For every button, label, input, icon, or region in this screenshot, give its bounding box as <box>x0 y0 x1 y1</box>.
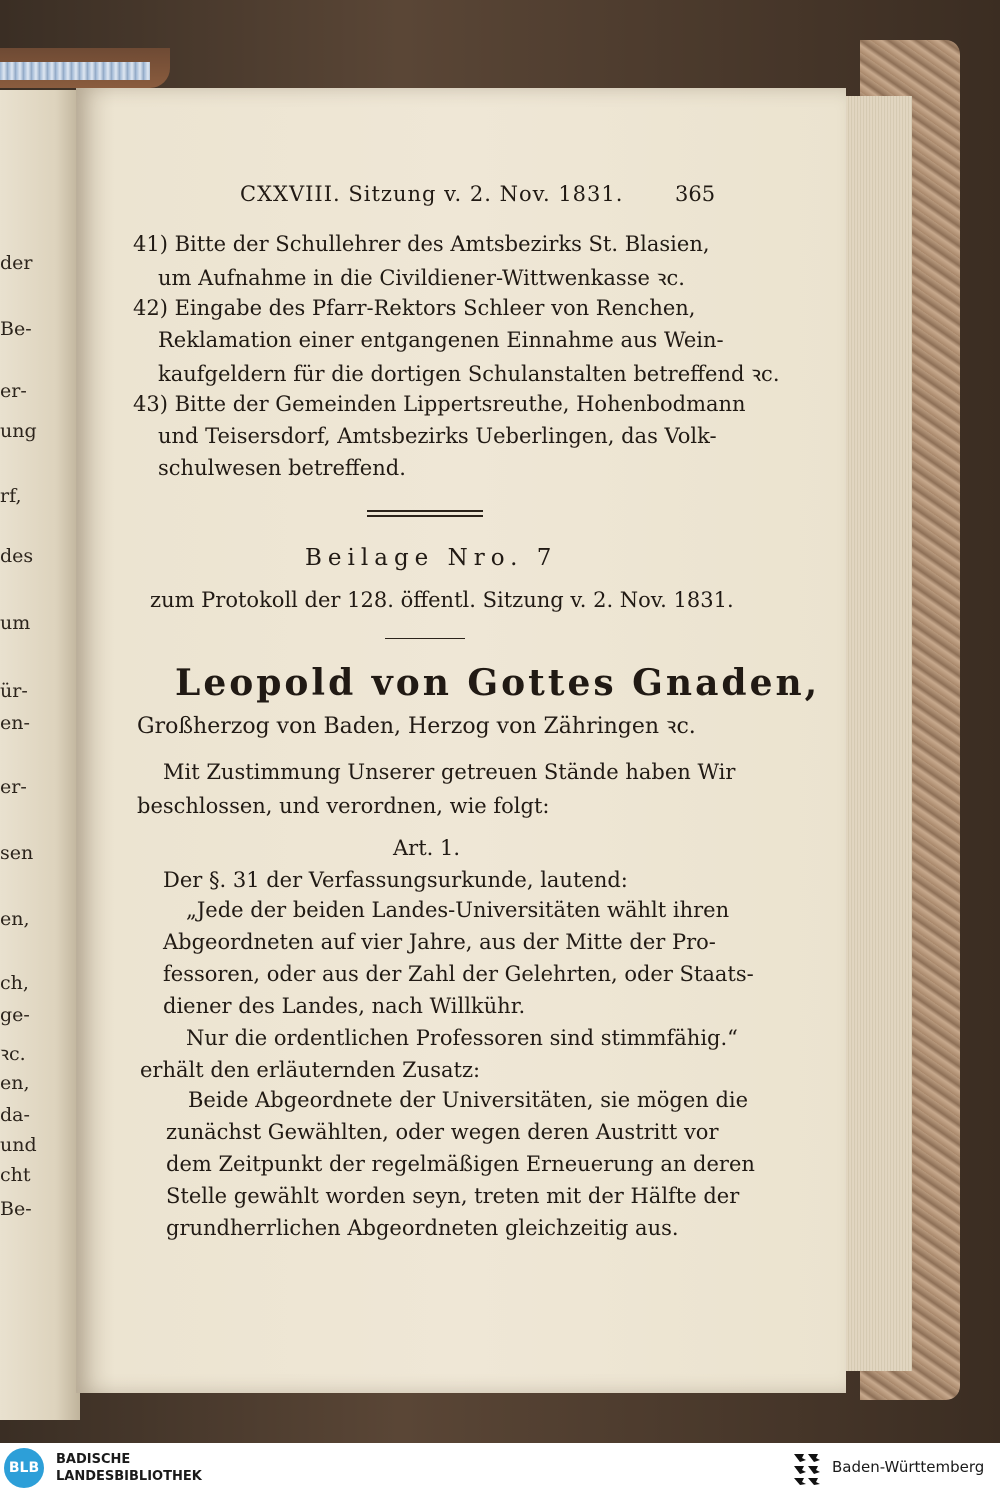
blb-name[interactable] <box>56 1451 202 1485</box>
petition-line: Reklamation einer entgangenen Einnahme aus Wein- <box>158 328 724 352</box>
quote-line: fessoren, oder aus der Zahl der Gelehrten, oder Staats- <box>163 962 754 986</box>
lions-icon <box>790 1450 822 1486</box>
left-page-fragment: der <box>0 252 33 274</box>
addendum-line: Beide Abgeordnete der Universitäten, sie mögen die <box>188 1088 749 1112</box>
addendum-line: dem Zeitpunkt der regelmäßigen Erneuerung an deren <box>166 1152 755 1176</box>
left-page-fragment: en, <box>0 1072 30 1094</box>
quote-line: „Jede der beiden Landes-Universitäten wählt ihren <box>186 898 730 922</box>
blb-line-2: LANDESBIBLIOTHEK <box>56 1469 202 1484</box>
bookmark-ribbon <box>0 62 150 80</box>
petition-line: kaufgeldern für die dortigen Schulanstalten betreffend ꝛc. <box>158 362 780 386</box>
petition-line: 42) Eingabe des Pfarr-Rektors Schleer von Renchen, <box>133 296 696 320</box>
left-page-fragment: Be- <box>0 318 32 340</box>
left-page-fragment: und <box>0 1134 37 1156</box>
article-heading: Art. 1. <box>393 836 461 860</box>
beilage-title: Beilage Nro. 7 <box>305 545 558 571</box>
left-page-fragment: des <box>0 545 34 567</box>
left-page-fragment: ür- <box>0 680 28 702</box>
left-page-fragment: sen <box>0 842 34 864</box>
petition-line: und Teisersdorf, Amtsbezirks Ueberlingen, das Volk- <box>158 424 717 448</box>
blb-line-1: BADISCHE <box>56 1452 131 1467</box>
bw-label[interactable]: Baden-Württemberg <box>832 1458 985 1476</box>
left-page-fragment: Be- <box>0 1198 32 1220</box>
article-intro: Der §. 31 der Verfassungsurkunde, lautend: <box>163 868 628 892</box>
addendum-line: grundherrlichen Abgeordneten gleichzeitig aus. <box>166 1216 679 1240</box>
quote-line: Abgeordneten auf vier Jahre, aus der Mitte der Pro- <box>163 930 716 954</box>
page-number: 365 <box>675 182 716 206</box>
addendum-intro: erhält den erläuternden Zusatz: <box>140 1058 481 1082</box>
double-rule-top <box>367 510 483 512</box>
left-page <box>0 90 80 1420</box>
left-page-fragment: ch, <box>0 972 29 994</box>
addendum-line: zunächst Gewählten, oder wegen deren Austritt vor <box>166 1120 719 1144</box>
left-page-fragment: ung <box>0 420 37 442</box>
left-page-fragment: cht <box>0 1164 31 1186</box>
blb-logo[interactable]: BLB <box>4 1448 44 1488</box>
footer-bar <box>0 1443 1000 1493</box>
double-rule-bottom <box>367 515 483 517</box>
left-page-fragment: um <box>0 612 31 634</box>
petition-line: schulwesen betreffend. <box>158 456 406 480</box>
left-page-fragment: er- <box>0 776 27 798</box>
separator-rule <box>385 638 465 639</box>
decree-sovereign: Leopold von Gottes Gnaden, <box>175 662 821 704</box>
decree-preamble-line: Mit Zustimmung Unserer getreuen Stände haben Wir <box>163 760 736 784</box>
quote-end: Nur die ordentlichen Professoren sind stimmfähig.“ <box>186 1026 738 1050</box>
left-page-fragment: en- <box>0 712 30 734</box>
petition-line: 41) Bitte der Schullehrer des Amtsbezirks St. Blasien, <box>133 232 710 256</box>
left-page-fragment: en, <box>0 908 30 930</box>
decree-preamble-line: beschlossen, und verordnen, wie folgt: <box>137 794 550 818</box>
left-page-fragment: er- <box>0 380 27 402</box>
left-page-fragment: da- <box>0 1104 30 1126</box>
left-page-fragment: rf, <box>0 485 22 507</box>
addendum-line: Stelle gewählt worden seyn, treten mit der Hälfte der <box>166 1184 740 1208</box>
left-page-fragment: ꝛc. <box>0 1043 26 1065</box>
petition-line: 43) Bitte der Gemeinden Lippertsreuthe, Hohenbodmann <box>133 392 746 416</box>
beilage-subtitle: zum Protokoll der 128. öffentl. Sitzung v. 2. Nov. 1831. <box>150 588 734 612</box>
left-page-fragment: ge- <box>0 1004 30 1026</box>
decree-titles: Großherzog von Baden, Herzog von Zähringen ꝛc. <box>137 714 696 739</box>
quote-line: diener des Landes, nach Willkühr. <box>163 994 526 1018</box>
running-title: CXXVIII. Sitzung v. 2. Nov. 1831. <box>240 182 624 206</box>
petition-line: um Aufnahme in die Civildiener-Wittwenkasse ꝛc. <box>158 266 685 290</box>
